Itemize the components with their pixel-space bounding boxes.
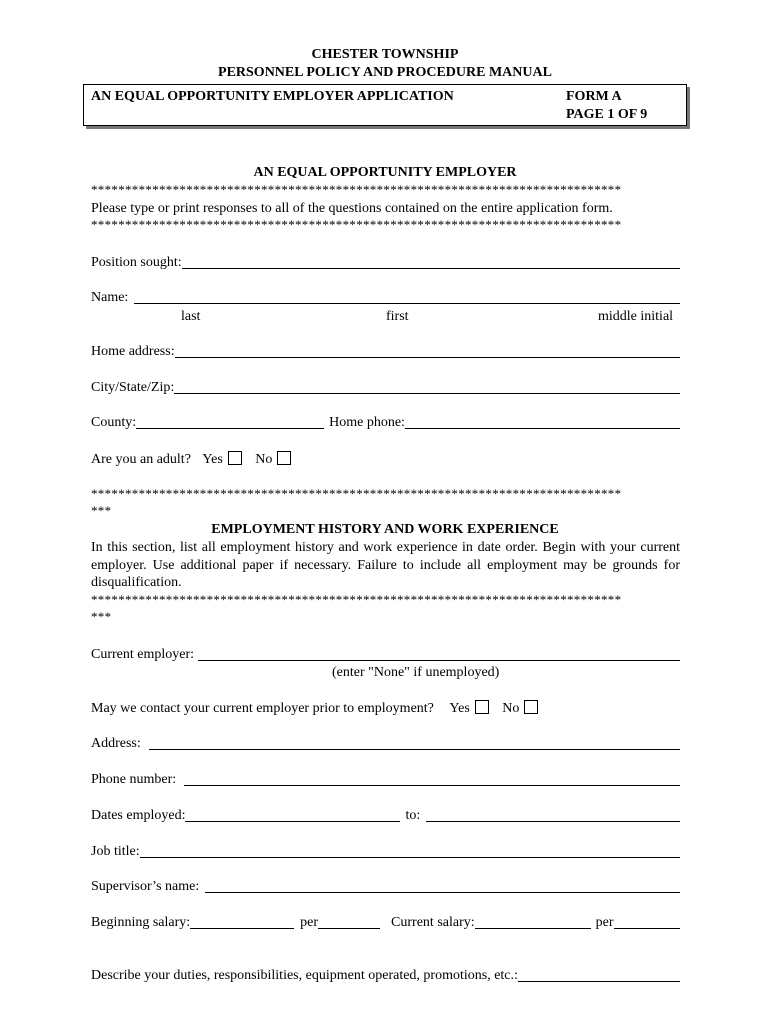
- employer-address-row: [91, 736, 680, 752]
- employer-address-field[interactable]: [149, 749, 680, 750]
- employer-address-label: Address:: [91, 736, 141, 751]
- name-field[interactable]: [134, 303, 680, 304]
- job-title-field[interactable]: [140, 857, 680, 858]
- employment-instructions: In this section, list all employment history and work experience in date order. Begin with your current employer. Use additional paper if necessary. Failure to include all employment may be grounds for disqualification.: [91, 540, 680, 590]
- duties-field[interactable]: [518, 981, 680, 982]
- section-heading-eoe: AN EQUAL OPPORTUNITY EMPLOYER: [253, 165, 517, 180]
- employer-phone-field[interactable]: [184, 785, 680, 786]
- supervisor-row: [91, 879, 680, 895]
- county-field[interactable]: [136, 428, 324, 429]
- city-state-zip-row: [91, 380, 680, 396]
- current-employer-field[interactable]: [198, 660, 680, 661]
- beginning-per-label: per: [300, 915, 319, 930]
- dates-employed-row: [91, 808, 680, 824]
- county-phone-row: [91, 415, 680, 431]
- divider-stars: ******************************************************************************: [91, 218, 622, 232]
- current-employer-label: Current employer:: [91, 647, 195, 662]
- divider-stars: ******************************************************************************: [91, 487, 622, 501]
- duties-label: Describe your duties, responsibilities, equipment operated, promotions, etc.:: [91, 968, 518, 983]
- home-address-row: [91, 344, 680, 360]
- name-row: [91, 290, 680, 306]
- adult-no-checkbox[interactable]: [277, 451, 291, 465]
- divider-stars: ******************************************************************************: [91, 183, 622, 197]
- adult-row: [91, 451, 291, 468]
- home-phone-label: Home phone:: [329, 415, 405, 430]
- city-state-zip-field[interactable]: [174, 393, 680, 394]
- org-name: CHESTER TOWNSHIP: [311, 47, 459, 62]
- dates-from-field[interactable]: [185, 821, 400, 822]
- position-label: Position sought:: [91, 255, 182, 270]
- home-address-label: Home address:: [91, 344, 175, 359]
- employer-phone-row: [91, 772, 680, 788]
- name-mi-hint: middle initial: [598, 309, 674, 324]
- unemployed-hint: (enter "None" if unemployed): [332, 665, 500, 680]
- dates-to-field[interactable]: [426, 821, 680, 822]
- contact-no-checkbox[interactable]: [524, 700, 538, 714]
- contact-yes-checkbox[interactable]: [475, 700, 489, 714]
- dates-to-label: to:: [405, 808, 421, 823]
- divider-stars-tail: ***: [91, 504, 112, 518]
- duties-row: [91, 968, 680, 984]
- divider-stars: ******************************************************************************: [91, 593, 622, 607]
- job-title-row: [91, 844, 680, 860]
- application-title: AN EQUAL OPPORTUNITY EMPLOYER APPLICATION: [91, 89, 454, 104]
- current-per-field[interactable]: [614, 928, 680, 929]
- job-title-label: Job title:: [91, 844, 140, 859]
- home-phone-field[interactable]: [405, 428, 680, 429]
- contact-row: [91, 700, 538, 717]
- adult-no-label: No: [255, 452, 273, 467]
- page-number: PAGE 1 OF 9: [566, 107, 648, 122]
- section-heading-employment: EMPLOYMENT HISTORY AND WORK EXPERIENCE: [211, 522, 559, 537]
- manual-title: PERSONNEL POLICY AND PROCEDURE MANUAL: [218, 65, 552, 80]
- adult-yes-label: Yes: [202, 452, 223, 467]
- dates-employed-label: Dates employed:: [91, 808, 186, 823]
- position-row: [91, 255, 680, 271]
- city-state-zip-label: City/State/Zip:: [91, 380, 175, 395]
- name-label: Name:: [91, 290, 129, 305]
- contact-question: May we contact your current employer prior to employment?: [91, 701, 434, 716]
- home-address-field[interactable]: [175, 357, 680, 358]
- form-id: FORM A: [566, 89, 622, 104]
- position-field[interactable]: [182, 268, 680, 269]
- beginning-per-field[interactable]: [318, 928, 380, 929]
- contact-no-label: No: [502, 701, 520, 716]
- supervisor-label: Supervisor’s name:: [91, 879, 200, 894]
- instructions-text: Please type or print responses to all of the questions contained on the entire application form.: [91, 201, 613, 216]
- beginning-salary-field[interactable]: [190, 928, 294, 929]
- beginning-salary-label: Beginning salary:: [91, 915, 191, 930]
- salary-row: [91, 915, 680, 931]
- current-salary-field[interactable]: [475, 928, 591, 929]
- name-last-hint: last: [181, 309, 201, 324]
- supervisor-field[interactable]: [205, 892, 680, 893]
- current-salary-label: Current salary:: [391, 915, 475, 930]
- divider-stars-tail: ***: [91, 610, 112, 624]
- adult-yes-checkbox[interactable]: [228, 451, 242, 465]
- employer-phone-label: Phone number:: [91, 772, 177, 787]
- adult-question: Are you an adult?: [91, 452, 191, 467]
- current-employer-row: [91, 647, 680, 663]
- current-per-label: per: [595, 915, 614, 930]
- contact-yes-label: Yes: [449, 701, 470, 716]
- name-first-hint: first: [386, 309, 409, 324]
- county-label: County:: [91, 415, 137, 430]
